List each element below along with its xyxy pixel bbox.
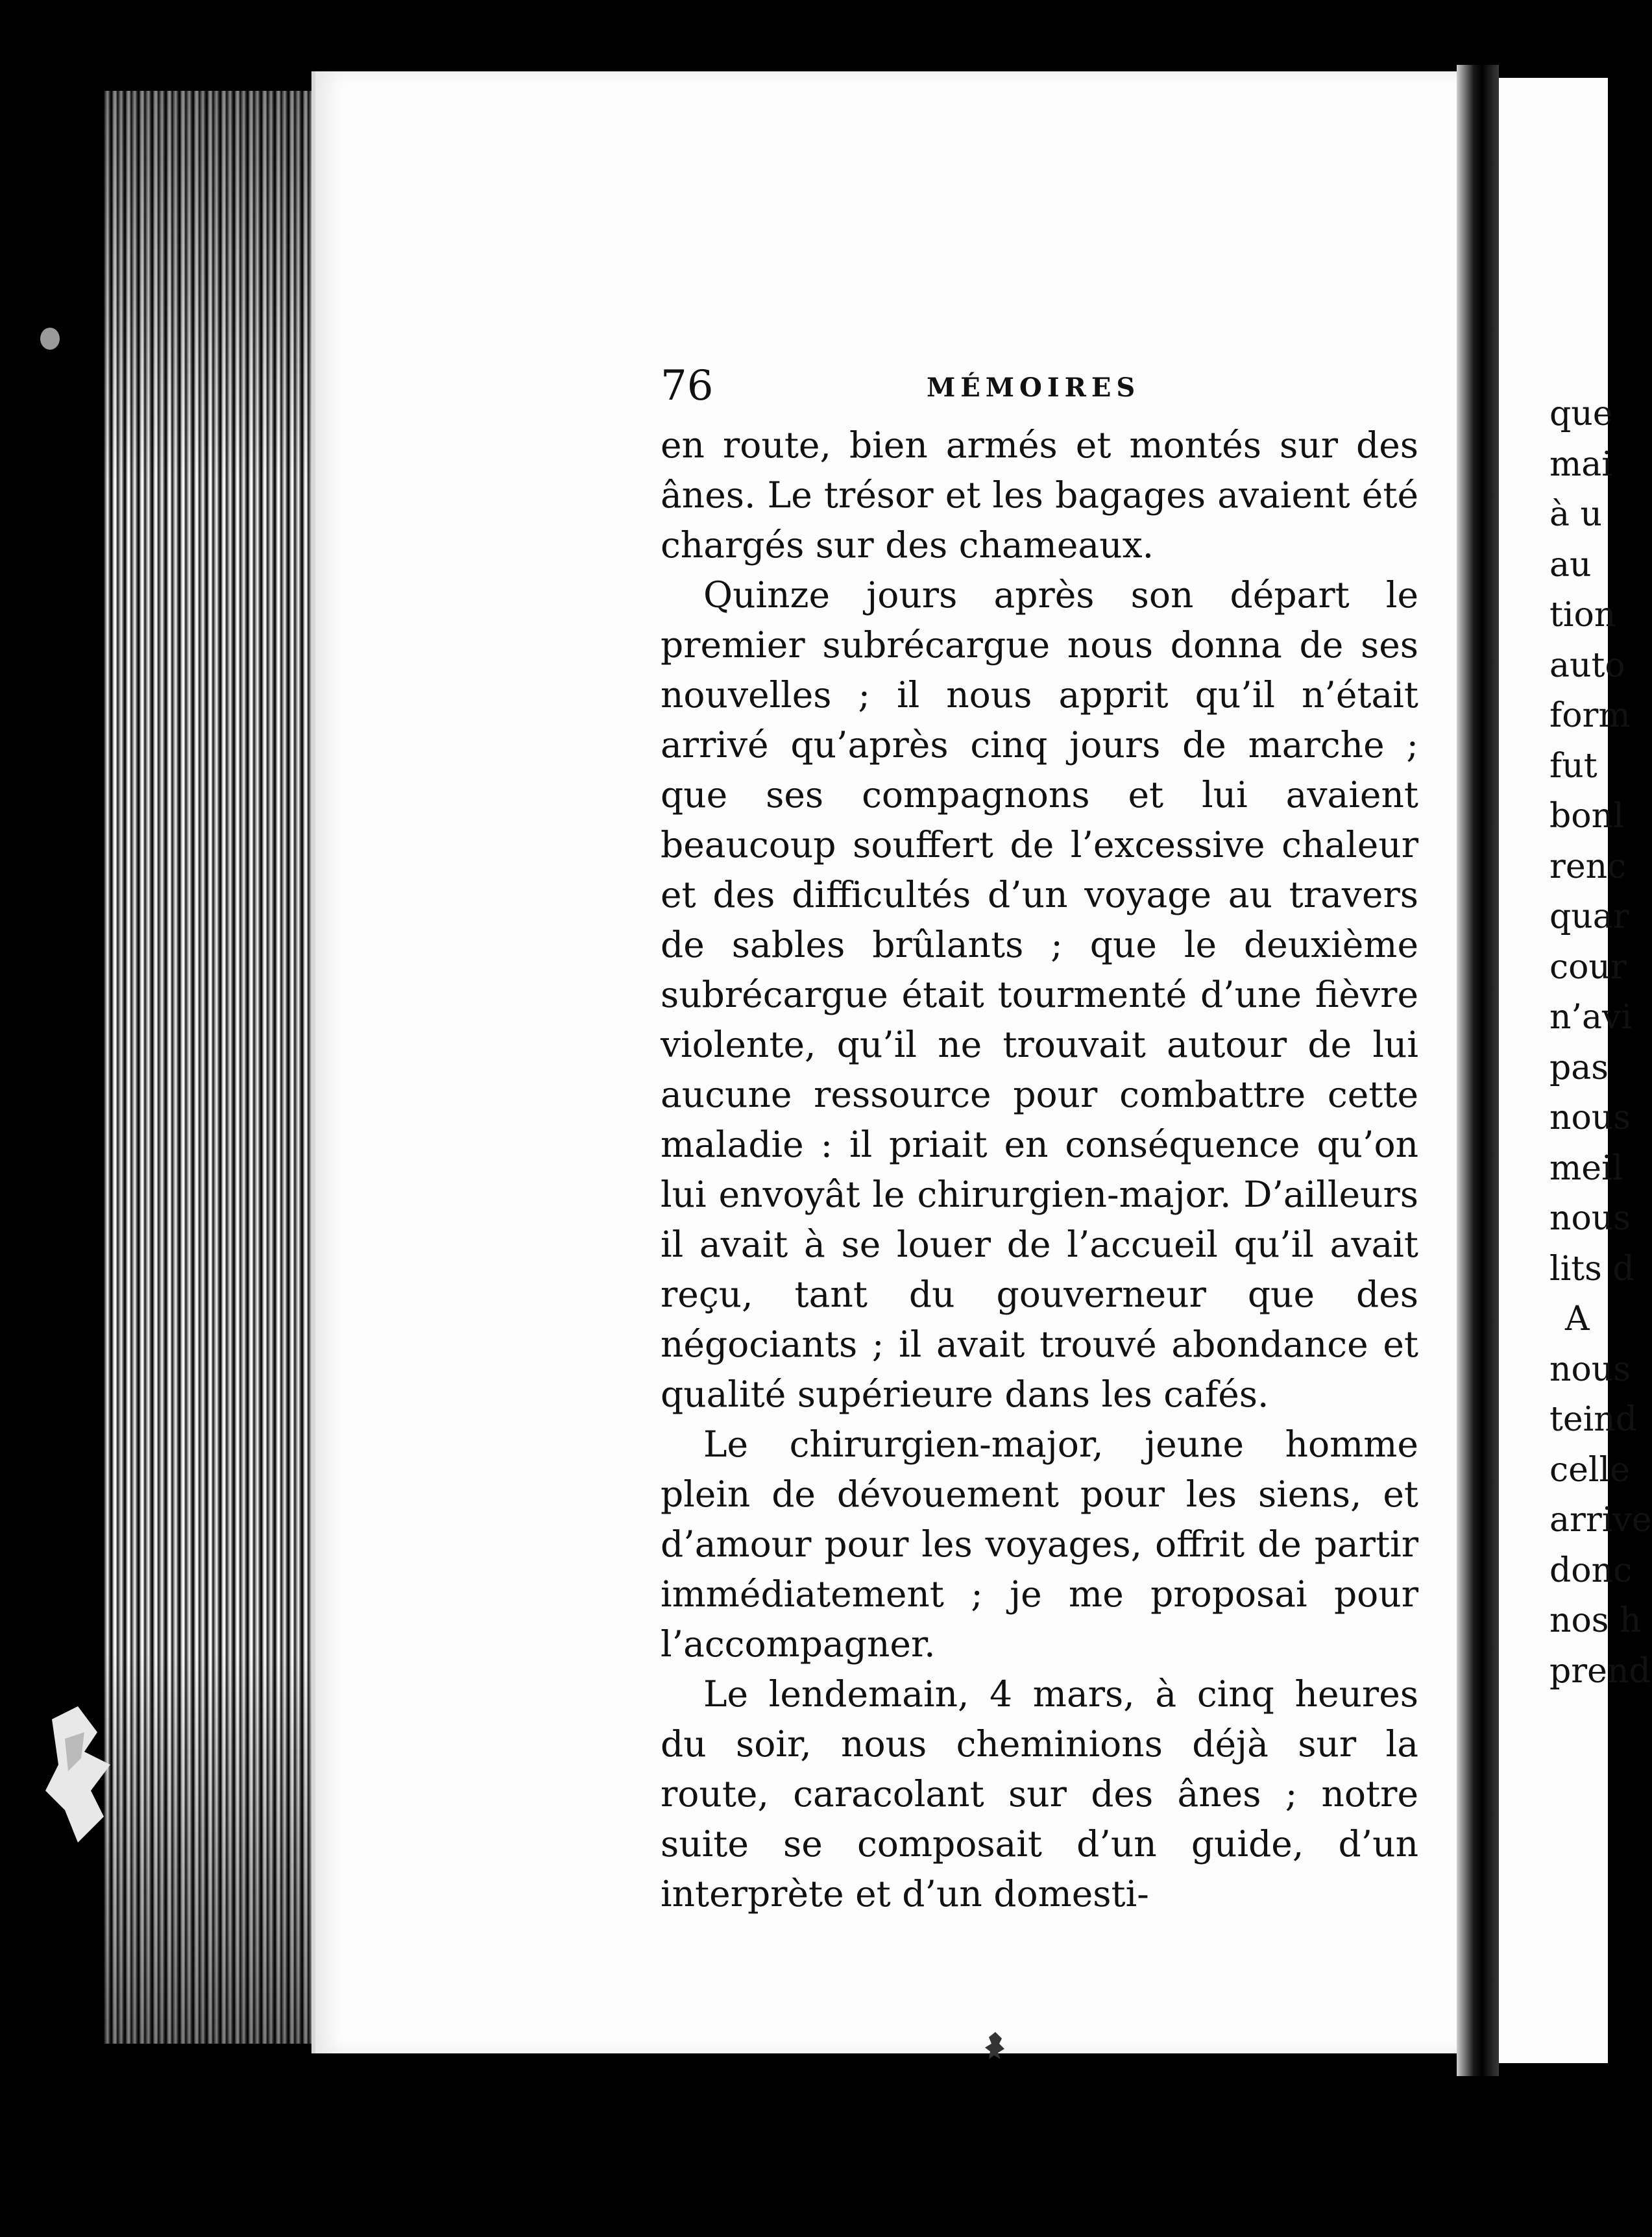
page-number: 76 bbox=[661, 362, 714, 410]
scan-speck bbox=[40, 328, 60, 350]
facing-line: nous bbox=[1549, 1349, 1631, 1389]
facing-line: celle bbox=[1549, 1450, 1630, 1490]
paragraph: en route, bien armés et montés sur des ânes. Le trésor et les bagages avaient été chargés sur des chameaux. bbox=[661, 424, 1418, 566]
paragraph: Le chirurgien-major, jeune homme plein de dévouement pour les siens, et d’amour pour les voyages, offrit de partir immédiatement ; je me proposai pour l’accompagner. bbox=[661, 1423, 1418, 1665]
facing-line: mai bbox=[1549, 444, 1612, 484]
facing-line: bonl bbox=[1549, 797, 1624, 836]
facing-line: arrive bbox=[1549, 1501, 1652, 1540]
paragraph: Quinze jours après son départ le premier subrécargue nous donna de ses nouvelles ; il nous apprit qu’il n’était arrivé qu’après cinq jours de marche ; que ses compagnons et lui avaient beaucoup souffert de l’excessive chaleur et des difficultés d’un voyage au travers de sables brûlants ; que le deuxième subrécargue était tourmenté d’une fièvre violente, qu’il ne trouvait autour de lui aucune ressource pour combattre cette maladie : il priait en conséquence qu’on lui envoyât le chirurgien-major. D’ailleurs il avait à se louer de l’accueil qu’il avait reçu, tant du gouverneur que des négociants ; il avait trouvé abondance et qualité supérieure dans les cafés. bbox=[661, 574, 1418, 1415]
facing-line: nous bbox=[1549, 1199, 1631, 1238]
facing-line: prend bbox=[1549, 1651, 1651, 1691]
book-gutter bbox=[1457, 65, 1499, 2076]
paragraph: Le lendemain, 4 mars, à cinq heures du soir, nous cheminions déjà sur la route, caracolant sur des ânes ; notre suite se composait d’un guide, d’un interprète et d’un domesti- bbox=[661, 1673, 1418, 1915]
printer-ornament-icon bbox=[982, 2029, 1008, 2062]
facing-line: pas bbox=[1549, 1048, 1609, 1087]
body-text bbox=[661, 420, 1418, 1919]
running-title: MÉMOIRES bbox=[927, 372, 1141, 403]
facing-line: que bbox=[1549, 394, 1613, 433]
page-block-shadow bbox=[104, 91, 331, 2044]
facing-line: nous bbox=[1549, 1098, 1631, 1137]
facing-line: lits d bbox=[1549, 1249, 1634, 1288]
paper-damage-mark bbox=[39, 1693, 136, 1862]
facing-line: nos h bbox=[1549, 1601, 1642, 1640]
facing-line: à u bbox=[1549, 495, 1603, 534]
facing-line: donc bbox=[1549, 1551, 1633, 1590]
facing-line: fut bbox=[1549, 746, 1597, 786]
facing-line: renc bbox=[1549, 847, 1627, 886]
facing-line: meil bbox=[1549, 1148, 1623, 1188]
facing-line: form bbox=[1549, 696, 1631, 735]
facing-line: teind bbox=[1549, 1400, 1638, 1439]
facing-line: n’avi bbox=[1549, 998, 1633, 1037]
page-header bbox=[661, 363, 1418, 409]
facing-line: au bbox=[1549, 545, 1592, 585]
facing-page-text bbox=[1549, 389, 1652, 1697]
facing-line: A bbox=[1565, 1300, 1590, 1338]
facing-line: tion bbox=[1549, 596, 1616, 635]
facing-line: cour bbox=[1549, 947, 1627, 987]
facing-line: auto bbox=[1549, 646, 1625, 685]
facing-line: quar bbox=[1549, 897, 1629, 936]
